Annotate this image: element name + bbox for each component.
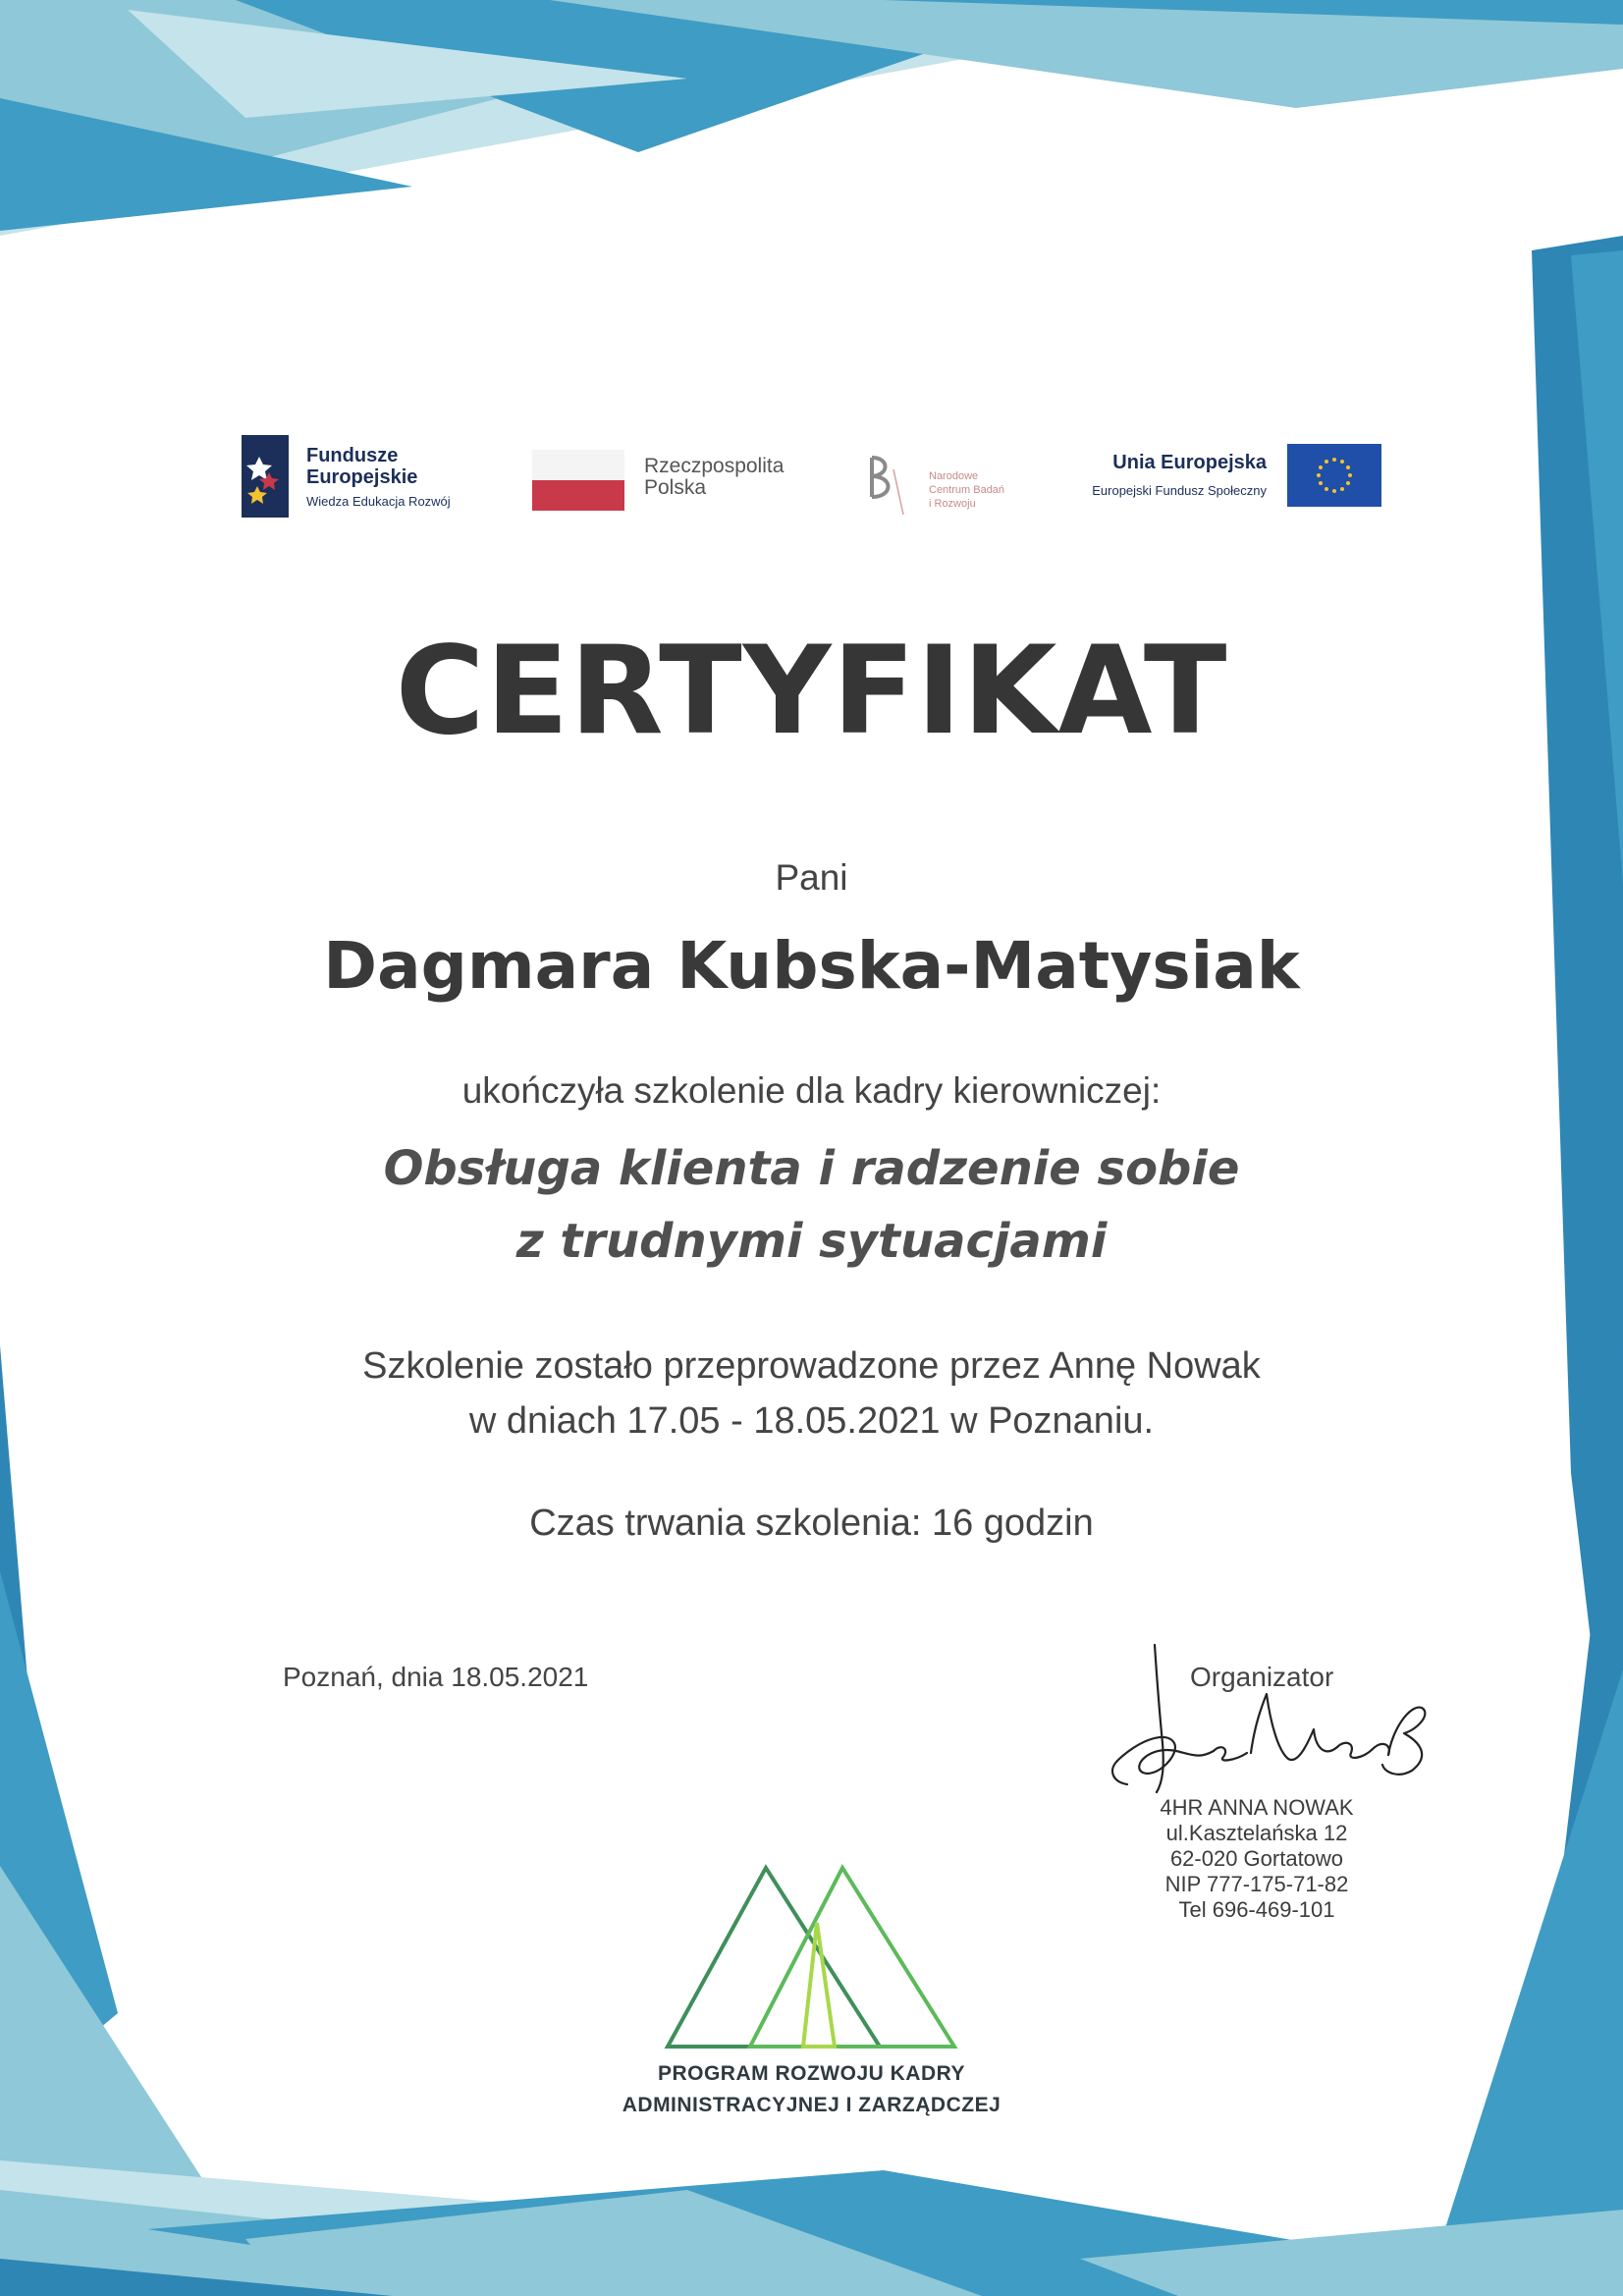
fundusze-europejskie-subtitle: Wiedza Edukacja Rozwój — [306, 494, 451, 509]
ncbr-logo-icon — [864, 450, 911, 519]
stamp-line: 62-020 Gortatowo — [1169, 1846, 1344, 1871]
course-title-line-2: z trudnymi sytuacjami — [515, 1214, 1108, 1269]
course-title-line-1: Obsługa klienta i radzenie sobie — [383, 1141, 1240, 1196]
rzeczpospolita-polska-label: Rzeczpospolita Polska — [644, 455, 784, 499]
conducted-by-line-1: Szkolenie zostało przeprowadzone przez Annę Nowak — [362, 1345, 1261, 1387]
stamp-line: Tel 696-469-101 — [1178, 1897, 1335, 1922]
stamp-line: NIP 777-175-71-82 — [1164, 1872, 1349, 1896]
place-and-date: Poznań, dnia 18.05.2021 — [283, 1662, 589, 1692]
fundusze-europejskie-logo-icon — [242, 435, 289, 518]
completion-statement: ukończyła szkolenie dla kadry kierowniczej: — [461, 1070, 1162, 1111]
unia-europejska-subtitle: Europejski Fundusz Społeczny — [1092, 483, 1267, 498]
conducted-by-line-2: w dniach 17.05 - 18.05.2021 w Poznaniu. — [468, 1400, 1155, 1442]
fundusze-europejskie-title: Fundusze Europejskie — [306, 445, 418, 488]
training-duration: Czas trwania szkolenia: 16 godzin — [529, 1503, 1094, 1544]
eu-flag-icon — [1287, 444, 1381, 507]
recipient-name: Dagmara Kubska-Matysiak — [323, 928, 1300, 1004]
certificate-title: CERTYFIKAT — [395, 621, 1228, 762]
salutation: Pani — [775, 857, 848, 898]
handwritten-signature — [1098, 1635, 1432, 1812]
organizer-label: Organizator — [1190, 1662, 1334, 1692]
ncbr-label: Narodowe Centrum Badań i Rozwoju — [929, 470, 1005, 510]
stamp-line: ul.Kasztelańska 12 — [1165, 1821, 1348, 1845]
organizer-stamp — [1129, 1795, 1384, 1923]
unia-europejska-title: Unia Europejska — [1112, 452, 1267, 473]
program-name-line-2: ADMINISTRACYJNEJ I ZARZĄDCZEJ — [622, 2094, 1001, 2116]
stamp-line: 4HR ANNA NOWAK — [1160, 1795, 1354, 1820]
program-name-line-1: PROGRAM ROZWOJU KADRY — [657, 2062, 966, 2085]
polish-flag-icon — [532, 450, 624, 511]
program-mountain-logo-icon — [656, 1858, 970, 2054]
